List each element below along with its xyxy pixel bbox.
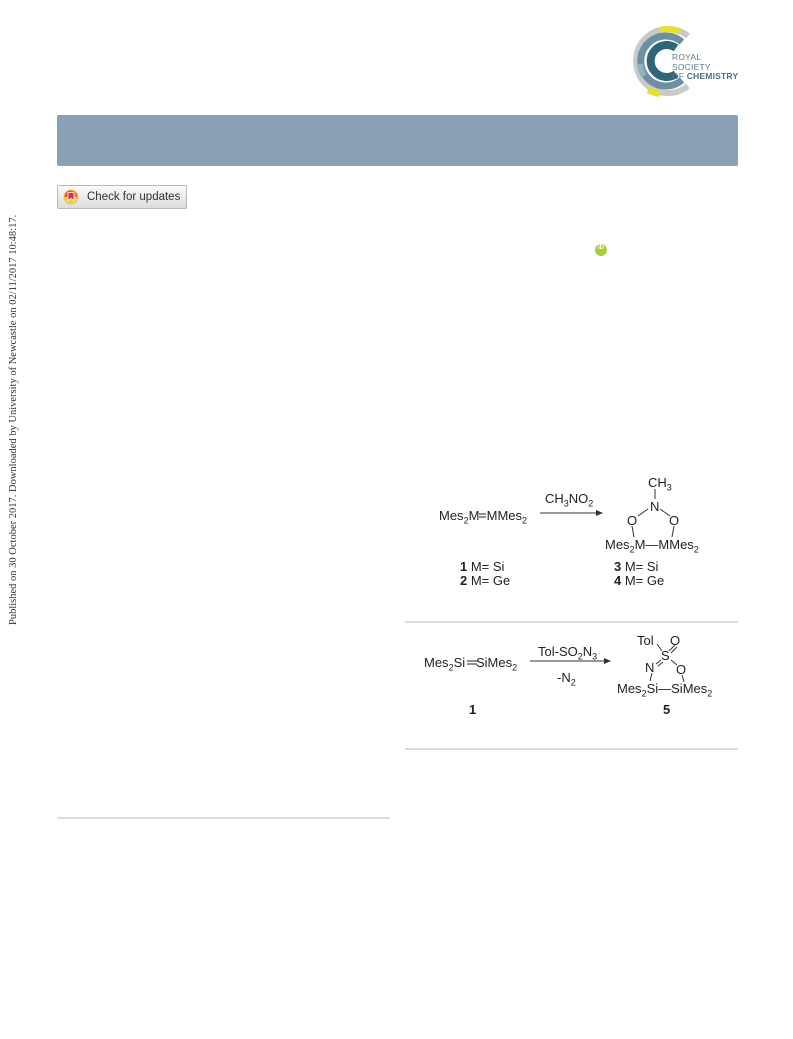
scheme1-label-3: 3 M= Si <box>614 559 659 574</box>
scheme1-product-bottom: Mes$_2$M—MMes$_2$ <box>605 537 699 555</box>
logo-line2: OF CHEMISTRY <box>672 71 739 81</box>
orcid-label: iD <box>598 245 604 251</box>
scheme2-product-bottom: Mes$_2$Si—SiMes$_2$ <box>617 681 713 699</box>
scheme2-tol: Tol <box>637 633 654 648</box>
scheme2-arrowhead <box>604 658 611 664</box>
publication-sidebar-text: Published on 30 October 2017. Downloaded by University of Newcastle on 02/11/2017 10:48:17. <box>8 214 19 625</box>
scheme2-n: N <box>645 660 655 675</box>
scheme2-label-5: 5 <box>663 702 671 717</box>
scheme2-reactant: Mes$_2$Si SiMes$_2$ <box>424 655 518 673</box>
scheme1-label-2: 2 M= Ge <box>460 573 511 588</box>
scheme1-label-1: 1 M= Si <box>460 559 505 574</box>
scheme2-reagent-bottom: $-N_2$ <box>557 670 576 688</box>
scheme1-ch3: $CH_3$ <box>648 475 672 493</box>
scheme1-reagent: $CH_3NO_2$ <box>545 491 594 509</box>
scheme1-ring-o-left: O <box>627 513 638 528</box>
logo-line1: ROYAL SOCIETY <box>672 52 711 72</box>
scheme2-reagent-top: Tol-$SO_2N_3$ <box>538 644 598 662</box>
scheme2-o-top: O <box>670 633 681 648</box>
scheme1-ring-o-right: O <box>669 513 680 528</box>
scheme-divider-top <box>405 621 738 623</box>
scheme-divider-bottom <box>405 748 738 750</box>
scheme1-label-4: 4 M= Ge <box>614 573 665 588</box>
logo-line2-bold: CHEMISTRY <box>686 71 739 81</box>
ring1-bond-no-left <box>638 509 648 516</box>
check-for-updates-label: Check for updates <box>87 191 181 203</box>
scheme2-label-1: 1 <box>469 702 477 717</box>
scheme1-arrowhead <box>596 510 603 516</box>
scheme1-reactant: Mes$_2$M MMes$_2$ <box>439 508 528 526</box>
scheme1-ring-n: N <box>650 499 660 514</box>
scheme2-o-right: O <box>676 662 687 677</box>
footnote-divider <box>57 817 390 819</box>
scheme2-s: S <box>661 648 670 663</box>
